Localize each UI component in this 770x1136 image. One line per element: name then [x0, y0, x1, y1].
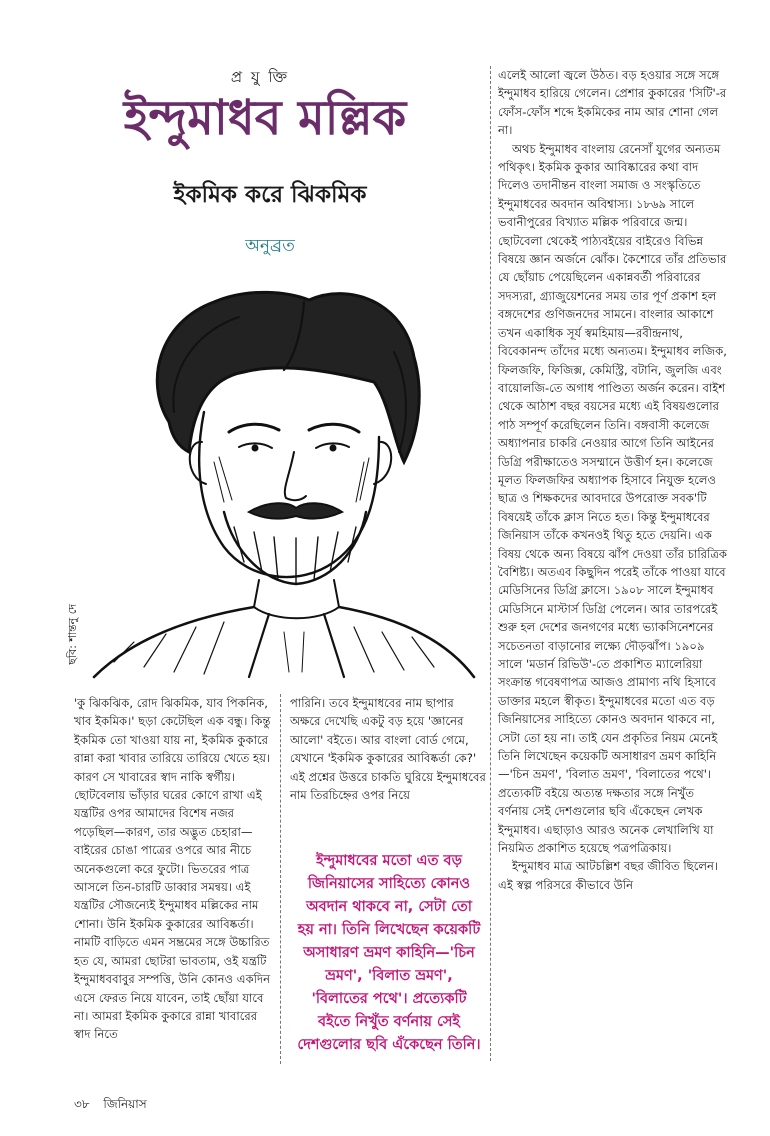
magazine-name: জিনিয়াস [103, 1097, 147, 1111]
portrait-illustration [74, 262, 484, 682]
body-column-middle [290, 694, 486, 804]
portrait-sketch-icon [74, 262, 484, 682]
illustration-credit: ছবি: শান্তনু দে [66, 604, 79, 665]
page-footer [74, 1096, 147, 1116]
body-paragraph: এলেই আলো জ্বলে উঠত। বড় হওয়ার সঙ্গে সঙ্গে ইন্দুমাধব হারিয়ে গেলেন। প্রেশার কুকারের 'সিটি'-র ফোঁস-ফোঁস শব্দে ইকমিকের নাম আর শোনা গেল না। [498, 68, 727, 138]
body-paragraph: পারিনি। তবে ইন্দুমাধবের নাম ছাপার অক্ষরে দেখেছি একটু বড় হয়ে 'জ্ঞানের আলো' বইতে। আর বাংলা বোর্ড গেমে, যেখানে 'ইকমিক কুকারের আবিষ্কর্তা কে?' এই প্রশ্নের উত্তরে চাকতি ঘুরিয়ে ইন্দুমাধবের নাম তিরচিহ্নের ওপর নিয়ে [290, 696, 486, 803]
article-subtitle: ইকমিক করে ঝিকমিক [173, 182, 367, 208]
body-column-left [74, 694, 274, 1044]
body-paragraph: ইন্দুমাধব মাত্র আটচল্লিশ বছর জীবিত ছিলেন। এই স্বল্প পরিসরে কীভাবে উনি [498, 859, 719, 892]
author-byline: অনুব্রত [245, 236, 295, 256]
column-divider [280, 694, 281, 1064]
body-paragraph: 'কু ঝিকঝিক, রোদ ঝিকমিক, যাব পিকনিক, খাব ইকমিক।' ছড়া কেটেছিল এক বন্ধু। কিন্তু ইকমিক তো খাওয়া যায় না, ইকমিক কুকারে রান্না করা খাবার তারিয়ে তারিয়ে খেতে হয়। কারণ সে খাবারের স্বাদ নাকি স্বর্গীয়। ছোটবেলায় ভাঁড়ার ঘরের কোণে রাখা এই যন্ত্রটির ওপর আমাদের বিশেষ নজর পড়েছিল—কারণ, তার অদ্ভুত চেহারা—বাইরের চোঙা পাত্রের ওপরে আর নীচে অনেকগুলো করে ফুটো। ভিতরের পাত্র আসলে তিন-চারটি ডাব্বার সমন্বয়। এই যন্ত্রটির সৌজন্যেই ইন্দুমাধব মল্লিকের নাম শোনা। উনি ইকমিক কুকারের আবিষ্কর্তা। নামটি বাড়িতে এমন সম্ভ্রমের সঙ্গে উচ্চারিত হত যে, আমরা ছোটরা ভাবতাম, ওই যন্ত্রটি ইন্দুমাধববাবুর সম্পত্তি, উনি কোনও একদিন এসে ফেরত নিয়ে যাবেন, তাই ছোঁয়া যাবে না। আমরা ইকমিক কুকারে রান্না খাবারের স্বাদ নিতে [74, 696, 271, 1042]
pull-quote: ইন্দুমাধবের মতো এত বড় জিনিয়াসের সাহিত্যে কোনও অবদান থাকবে না, সেটা তো হয় না। তিনি লিখেছেন কয়েকটি অসাধারণ ভ্রমণ কাহিনি—'চিন ভ্রমণ', 'বিলাত ভ্রমণ', 'বিলাতের পথে'। প্রত্যেকটি বইতে নিখুঁত বর্ণনায় সেই দেশগুলোর ছবি এঁকেছেন তিনি। [297, 853, 481, 1053]
body-paragraph: অথচ ইন্দুমাধব বাংলায় রেনেসাঁ যুগের অন্যতম পথিকৃৎ। ইকমিক কুকার আবিষ্কারের কথা বাদ দিলেও তদানীন্তন বাংলা সমাজ ও সংস্কৃতিতে ইন্দুমাধবের অবদান অবিশ্বাস্য। ১৮৬৯ সালে ভবানীপুরের বিখ্যাত মল্লিক পরিবারে জন্ম। ছোটবেলা থেকেই পাঠ্যবইয়ের বাইরেও বিভিন্ন বিষয়ে জ্ঞান অর্জনে ঝোঁক। কৈশোরে তাঁর প্রতিভার যে ছোঁয়াচ পেয়েছিলেন একান্নবর্তী পরিবারের সদস্যরা, গ্র্যাজুয়েশনের সময় তার পূর্ণ প্রকাশ হল বঙ্গদেশের গুণিজনদের সামনে। বাংলার আকাশে তখন একাধিক সূর্য স্বমহিমায়—রবীন্দ্রনাথ, বিবেকানন্দ তাঁদের মধ্যে অন্যতম। ইন্দুমাধব লজিক, ফিলজফি, ফিজিক্স, কেমিস্ট্রি, বটানি, জুলজি এবং বায়োলজি-তে অগাধ পাণ্ডিত্য অর্জন করেন। বাইশ থেকে আঠাশ বছর বয়সের মধ্যে এই বিষয়গুলোর পাঠ সম্পূর্ণ করেছিলেন তিনি। বঙ্গবাসী কলেজে অধ্যাপনার চাকরি নেওয়ার আগে তিনি আইনের ডিগ্রি পরীক্ষাতেও সসম্মানে উত্তীর্ণ হন। কলেজে মূলত ফিলজফির অধ্যাপক হিসাবে নিযুক্ত হলেও ছাত্র ও শিক্ষকদের আবদারে উপরোক্ত সবক'টি বিষয়েই তাঁকে ক্লাস নিতে হত। কিন্তু ইন্দুমাধবের জিনিয়াস তাঁকে কখনওই থিতু হতে দেয়নি। এক বিষয় থেকে অন্য বিষয়ে ঝাঁপ দেওয়া তাঁর চারিত্রিক বৈশিষ্ট্য। অতএব কিছুদিন পরেই তাঁকে পাওয়া যাবে মেডিসিনের ডিগ্রি ক্লাসে। ১৯০৮ সালে ইন্দুমাধব মেডিসিনে মাস্টার্স ডিগ্রি পেলেন। আর তারপরেই শুরু হল দেশের জনগণের মধ্যে ভ্যাকসিনেশনের সচেতনতা বাড়ানোর লক্ষ্যে দৌড়ঝাঁপ। ১৯০৯ সালে 'মডার্ন রিভিউ'-তে প্রকাশিত ম্যালেরিয়া সংক্রান্ত গবেষণাপত্র আজও প্রামাণ্য নথি হিসাবে ডাক্তার মহলে স্বীকৃত। ইন্দুমাধবের মতো এত বড় জিনিয়াসের সাহিত্যে কোনও অবদান থাকবে না, সেটা তো হয় না। তাই যেন প্রকৃতির নিয়ম মেনেই তিনি লিখেছেন কয়েকটি অসাধারণ ভ্রমণ কাহিনি—'চিন ভ্রমণ', 'বিলাত ভ্রমণ', 'বিলাতের পথে'। প্রত্যেকটি বইয়ে অত্যন্ত দক্ষতার সঙ্গে নিখুঁত বর্ণনায় সেই দেশগুলোর ছবি এঁকেছেন লেখক ইন্দুমাধব। এছাড়াও আরও অনেক লেখালিখি যা নিয়মিত প্রকাশিত হয়েছে পত্রপত্রিকায়। [498, 141, 727, 856]
section-tag: প্র যু ক্তি [230, 68, 290, 86]
page-number: ৩৮ [74, 1097, 90, 1111]
body-column-right [498, 66, 728, 894]
article-title: ইন্দুমাধব মল্লিক [123, 90, 407, 146]
column-divider [490, 66, 491, 1061]
